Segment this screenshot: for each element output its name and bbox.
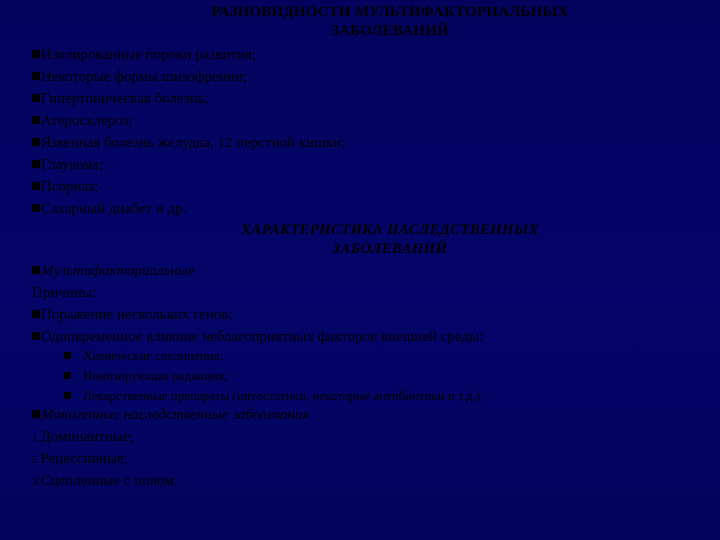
causes-label: Причины: [32, 285, 97, 301]
title-line-2: ЗАБОЛЕВАНИЙ [332, 241, 448, 257]
list-item: Псориаз; [32, 176, 345, 198]
square-bullet-icon [32, 204, 40, 212]
square-bullet-icon [32, 138, 40, 146]
list-item: Некоторые формы шизофрении; [32, 66, 345, 88]
monogenic-section [32, 404, 309, 492]
list-item: Язвенная болезнь желудка, 12 перстной кишки; [32, 132, 345, 154]
square-bullet-icon [64, 392, 71, 399]
list-item: Химические соединения; [64, 346, 483, 366]
square-bullet-icon [32, 332, 40, 340]
square-bullet-icon [32, 72, 40, 80]
title-line-2: ЗАБОЛЕВАНИЙ [331, 23, 449, 39]
square-bullet-icon [64, 352, 71, 359]
list-item: Атеросклероз; [32, 110, 345, 132]
list-item: Гипертоническая болезнь; [32, 88, 345, 110]
slide-title-multifactorial-types [100, 3, 680, 41]
title-line-1: ХАРАКТЕРИСТИКА НАСЛЕДСТВЕННЫХ [241, 222, 539, 238]
square-bullet-icon [32, 160, 40, 168]
square-bullet-icon [32, 410, 40, 418]
list-item: 2.Рецессивные; [32, 451, 128, 467]
square-bullet-icon [32, 50, 40, 58]
title-line-1: РАЗНОВИДНОСТИ МУЛЬТИФАКТОРИАЛЬНЫХ [211, 4, 569, 20]
square-bullet-icon [32, 182, 40, 190]
slide-title-hereditary-characteristics [100, 221, 680, 259]
list-item: Одновременное влияние неблагоприятных факторов внешней среды: [32, 326, 483, 348]
square-bullet-icon [32, 266, 40, 274]
square-bullet-icon [32, 94, 40, 102]
section-heading: Моногенные наследственные заболевания [32, 404, 309, 426]
list-item: 3.Сцепленные с полом. [32, 473, 178, 489]
square-bullet-icon [32, 310, 40, 318]
list-item: Изолированные пороки развития; [32, 44, 345, 66]
list-item: Поражение нескольких генов; [32, 304, 483, 326]
list-item: Лекарственные препараты (цитостатики, некоторые антибиотики и т.д.). [64, 386, 483, 406]
square-bullet-icon [32, 116, 40, 124]
disease-list [32, 44, 345, 220]
environmental-factors-list [64, 346, 483, 406]
square-bullet-icon [64, 372, 71, 379]
list-item: 1.Доминантные; [32, 429, 134, 445]
list-item: Ионизирующая радиация; [64, 366, 483, 386]
section-heading: Мультифакториальные [32, 260, 483, 282]
list-item: Глаукома; [32, 154, 345, 176]
list-item: Сахарный диабет и др. [32, 198, 345, 220]
multifactorial-section [32, 260, 483, 348]
